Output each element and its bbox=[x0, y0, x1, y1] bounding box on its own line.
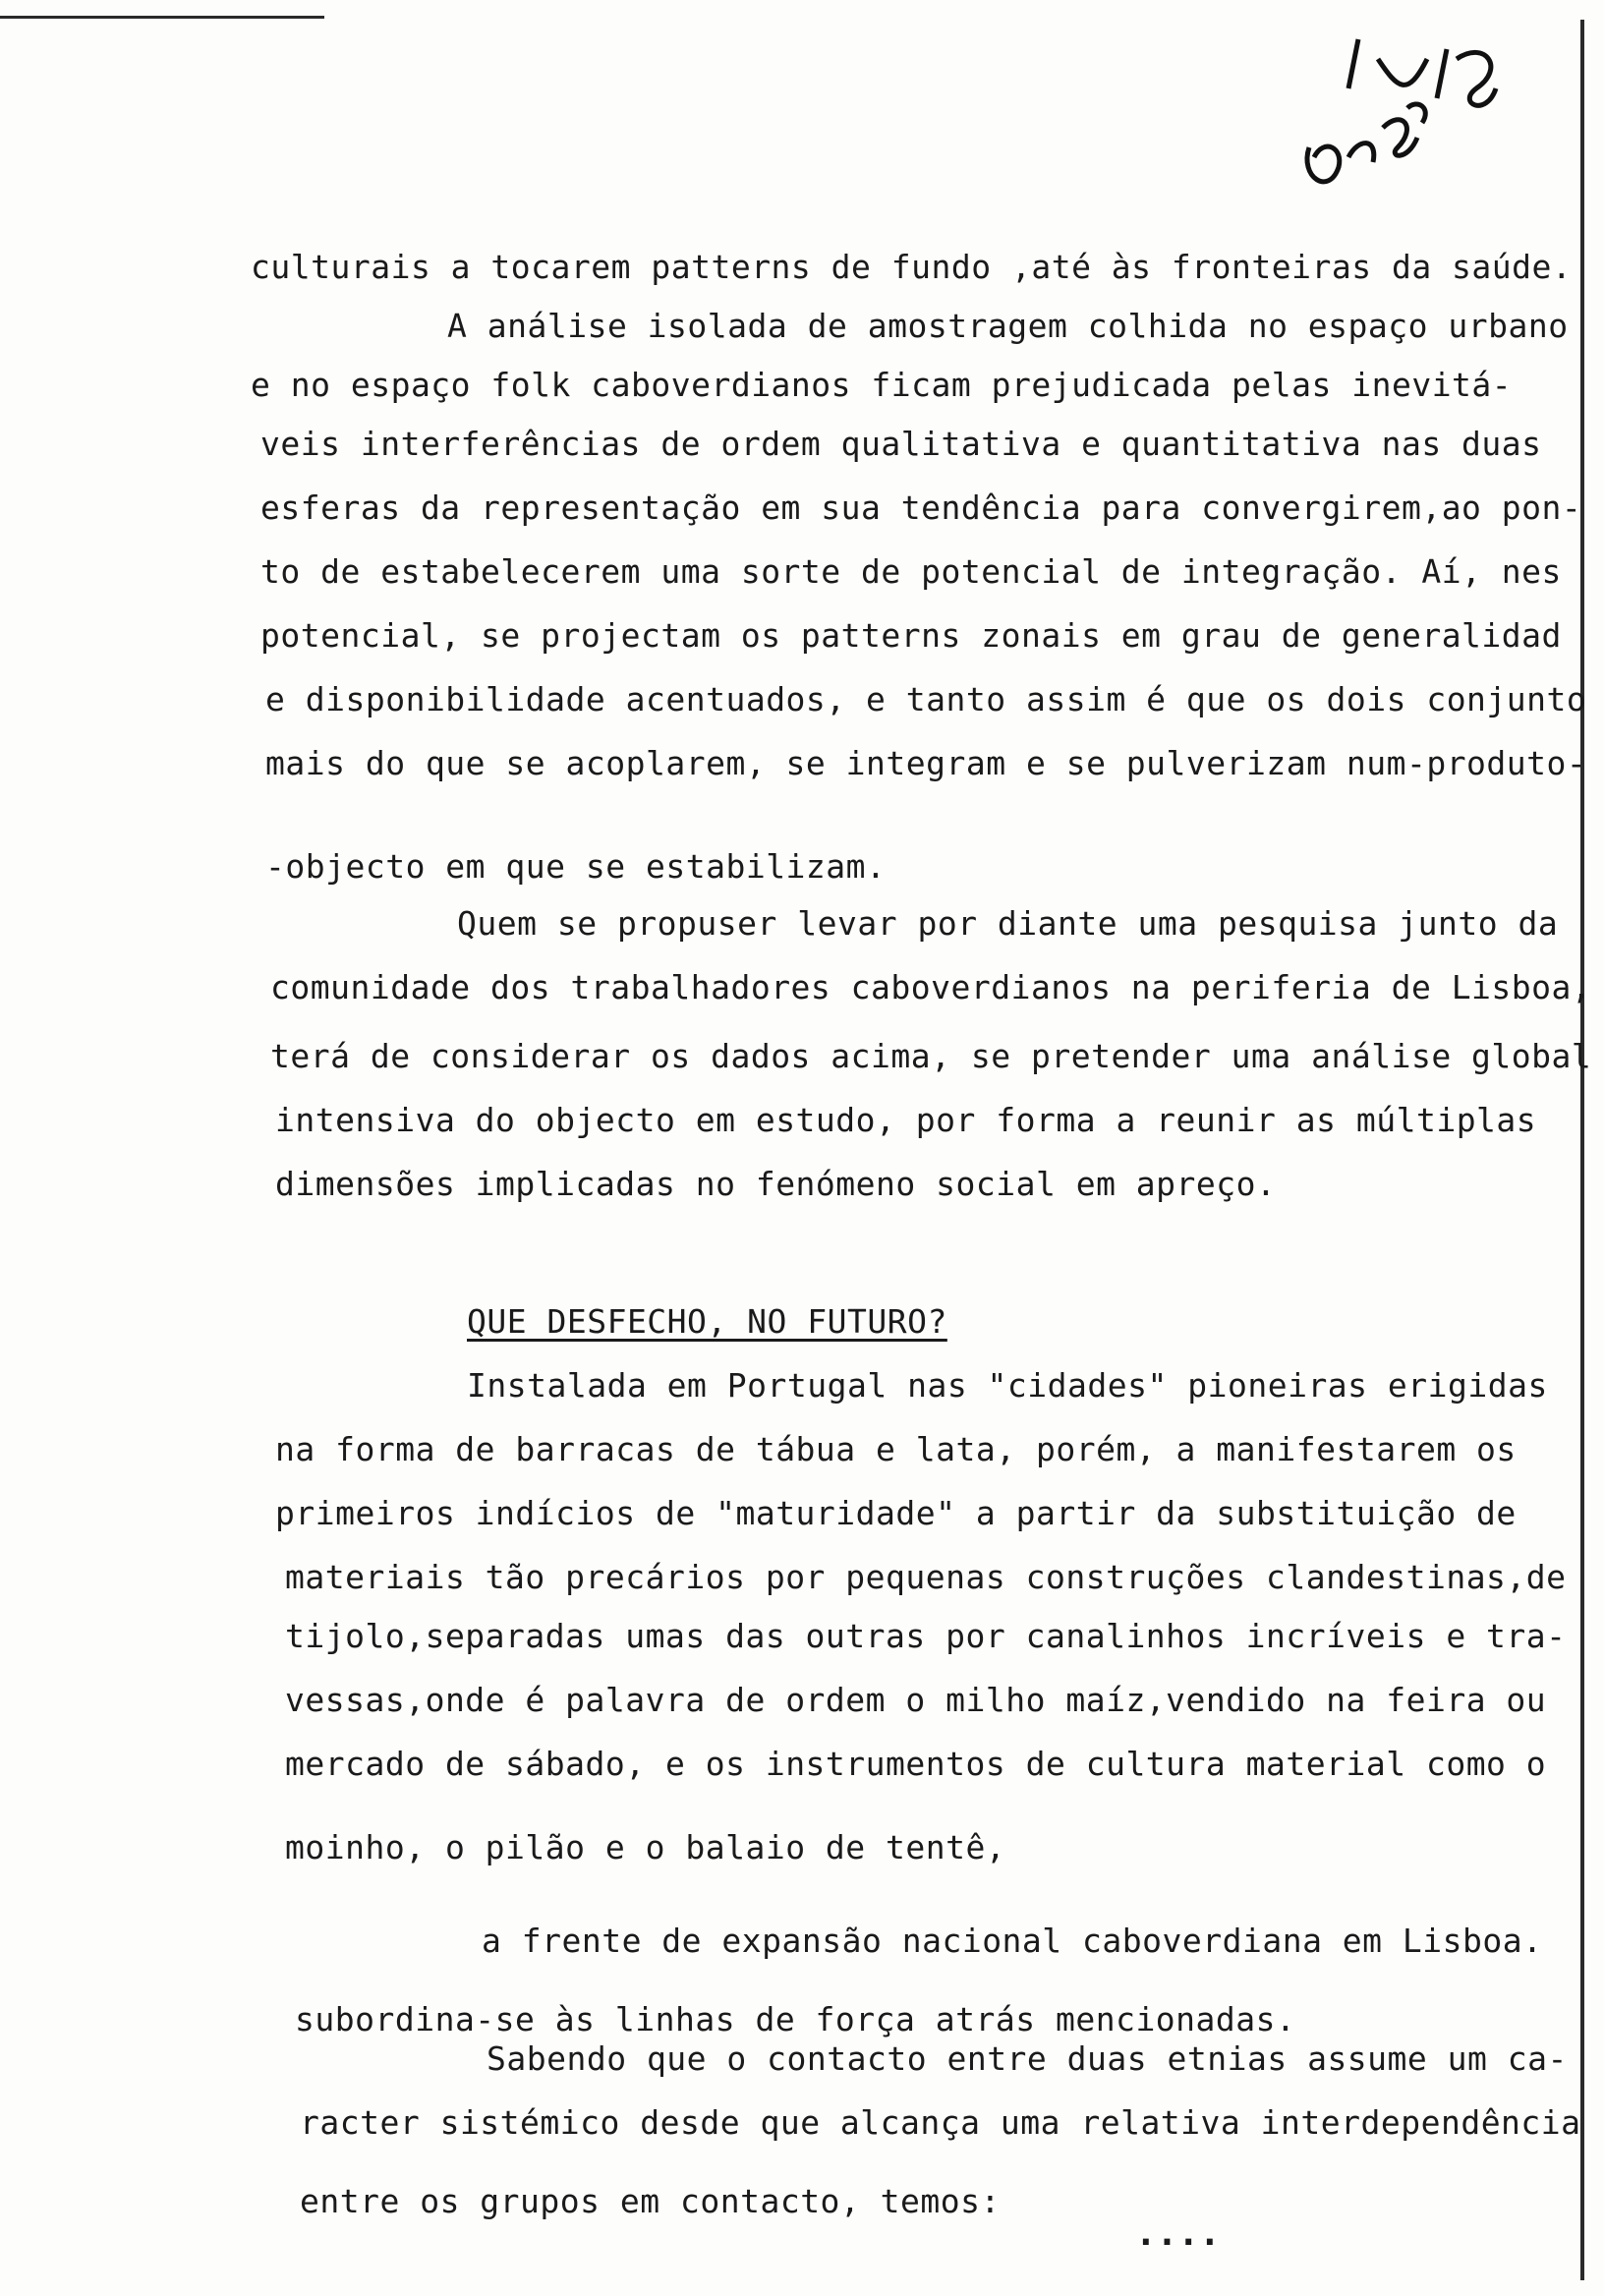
text-line-24: a frente de expansão nacional caboverdiana em Lisboa. bbox=[482, 1922, 1543, 1960]
text-line-20: tijolo,separadas umas das outras por canalinhos incríveis e tra- bbox=[285, 1617, 1567, 1655]
text-line-4: veis interferências de ordem qualitativa e quantitativa nas duas bbox=[260, 425, 1542, 463]
text-line-18: primeiros indícios de "maturidade" a partir da substituição de bbox=[275, 1494, 1517, 1532]
text-line-10: -objecto em que se estabilizam. bbox=[265, 847, 887, 886]
text-line-9: mais do que se acoplarem, se integram e se pulverizam num-produto- bbox=[265, 744, 1587, 782]
text-line-11: Quem se propuser levar por diante uma pesquisa junto da bbox=[457, 904, 1559, 943]
text-line-5: esferas da representação em sua tendência para convergirem,ao pon- bbox=[260, 488, 1582, 527]
ellipsis-marker: .... bbox=[1135, 2213, 1221, 2254]
text-line-14: intensiva do objecto em estudo, por forma a reunir as múltiplas bbox=[275, 1101, 1537, 1139]
text-line-12: comunidade dos trabalhadores caboverdianos na periferia de Lisboa, bbox=[270, 968, 1592, 1006]
text-line-13: terá de considerar os dados acima, se pretender uma análise global bbox=[270, 1037, 1592, 1075]
page-edge-line bbox=[1580, 20, 1584, 2280]
text-line-28: entre os grupos em contacto, temos: bbox=[300, 2182, 1001, 2220]
text-line-17: na forma de barracas de tábua e lata, porém, a manifestarem os bbox=[275, 1430, 1517, 1468]
text-line-16: Instalada em Portugal nas "cidades" pioneiras erigidas bbox=[467, 1366, 1548, 1405]
text-line-21: vessas,onde é palavra de ordem o milho maíz,vendido na feira ou bbox=[285, 1681, 1547, 1719]
text-line-15: dimensões implicadas no fenómeno social em apreço. bbox=[275, 1165, 1277, 1203]
text-line-27: racter sistémico desde que alcança uma relativa interdependência bbox=[300, 2103, 1581, 2142]
text-line-1: culturais a tocarem patterns de fundo ,até às fronteiras da saúde. bbox=[251, 248, 1573, 286]
section-heading: QUE DESFECHO, NO FUTURO? bbox=[467, 1302, 947, 1341]
text-line-3: e no espaço folk caboverdianos ficam prejudicada pelas inevitá- bbox=[251, 366, 1513, 404]
text-line-22: mercado de sábado, e os instrumentos de cultura material como o bbox=[285, 1745, 1547, 1783]
top-rule bbox=[0, 16, 324, 19]
text-line-25: subordina-se às linhas de força atrás mencionadas. bbox=[295, 2000, 1296, 2038]
text-line-6: to de estabelecerem uma sorte de potencial de integração. Aí, nes bbox=[260, 552, 1562, 591]
text-line-7: potencial, se projectam os patterns zonais em grau de generalidad bbox=[260, 616, 1562, 655]
text-line-2: A análise isolada de amostragem colhida no espaço urbano bbox=[447, 307, 1569, 345]
handwritten-annotation bbox=[1289, 29, 1525, 226]
text-line-19: materiais tão precários por pequenas construções clandestinas,de bbox=[285, 1558, 1567, 1596]
text-line-23: moinho, o pilão e o balaio de tentê, bbox=[285, 1828, 1006, 1866]
text-line-26: Sabendo que o contacto entre duas etnias assume um ca- bbox=[487, 2039, 1568, 2078]
handwritten-annotation-icon bbox=[1289, 29, 1525, 226]
text-line-8: e disponibilidade acentuados, e tanto assim é que os dois conjunto bbox=[265, 680, 1587, 718]
